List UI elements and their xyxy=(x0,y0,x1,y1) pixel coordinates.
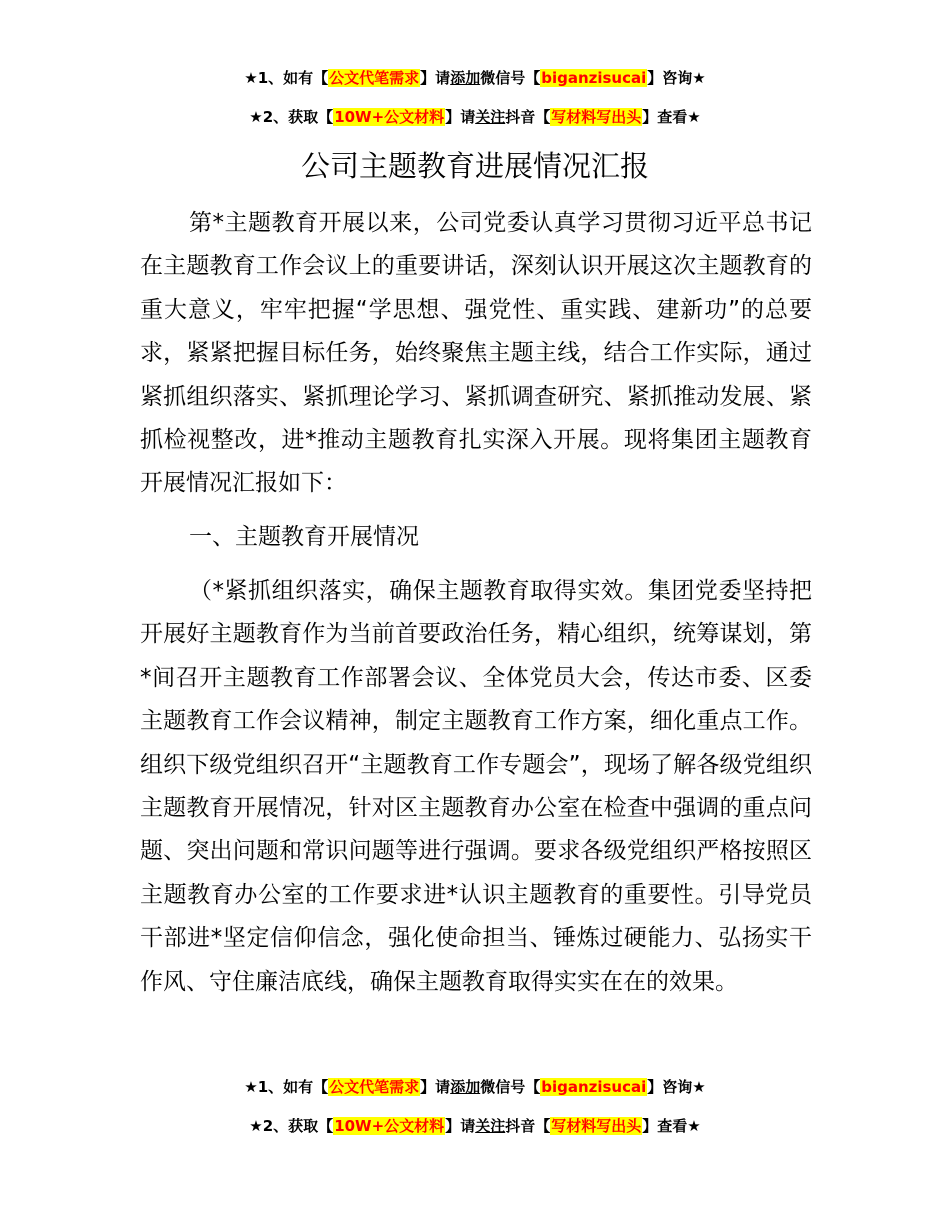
materials-highlight: 10W+公文材料 xyxy=(334,1117,445,1135)
intro-paragraph: 第*主题教育开展以来，公司党委认真学习贯彻习近平总书记在主题教育工作会议上的重要讲话，深刻认识开展这次主题教育的重大意义，牢牢把握“学思想、强党性、重实践、建新功”的总要求，紧紧把握目标任务，始终聚焦主题主线，结合工作实际，通过紧抓组织落实、紧抓理论学习、紧抓调查研究、紧抓推动发展、紧抓检视整改，进*推动主题教育扎实深入开展。现将集团主题教育开展情况汇报如下： xyxy=(140,210,812,497)
bottom-banner-line-1 xyxy=(0,1076,950,1098)
bottom-banner-line-2 xyxy=(0,1115,950,1137)
wechat-id-highlight: biganzisucai xyxy=(541,1078,647,1096)
add-underlined-text: 添加 xyxy=(450,69,481,87)
banner-text: 】查看★ xyxy=(642,1117,701,1135)
add-underlined-text: 添加 xyxy=(450,1078,481,1096)
section-heading-1: 一、主题教育开展情况 xyxy=(189,524,419,550)
banner-text: 】请 xyxy=(420,69,451,87)
banner-text: 】请 xyxy=(445,1117,476,1135)
banner-text: ★2、获取【 xyxy=(249,108,334,126)
banner-text: 】请 xyxy=(420,1078,451,1096)
section-1-paragraph: （*紧抓组织落实，确保主题教育取得实效。集团党委坚持把开展好主题教育作为当前首要政治任务，精心组织，统筹谋划，第*间召开主题教育工作部署会议、全体党员大会，传达市委、区委主题教育工作会议精神，制定主题教育工作方案，细化重点工作。组织下级党组织召开“主题教育工作专题会”，现场了解各级党组织主题教育开展情况，针对区主题教育办公室在检查中强调的重点问题、突出问题和常识问题等进行强调。要求各级党组织严格按照区主题教育办公室的工作要求进*认识主题教育的重要性。引导党员干部进*坚定信仰信念，强化使命担当、锤炼过硬能力、弘扬实干作风、守住廉洁底线，确保主题教育取得实实在在的效果。 xyxy=(140,578,812,995)
douyin-account-highlight: 写材料写出头 xyxy=(551,1117,642,1135)
ghostwriting-highlight: 公文代笔需求 xyxy=(329,1078,420,1096)
douyin-account-highlight: 写材料写出头 xyxy=(551,108,642,126)
top-banner-line-2 xyxy=(0,106,950,128)
follow-underlined-text: 关注 xyxy=(475,108,506,126)
ghostwriting-highlight: 公文代笔需求 xyxy=(329,69,420,87)
wechat-id-highlight: biganzisucai xyxy=(541,69,647,87)
banner-text: 微信号【 xyxy=(480,69,541,87)
banner-text: ★1、如有【 xyxy=(244,1078,329,1096)
document-title: 公司主题教育进展情况汇报 xyxy=(300,149,649,183)
banner-text: 抖音【 xyxy=(505,108,551,126)
banner-text: 】查看★ xyxy=(642,108,701,126)
banner-text: 微信号【 xyxy=(480,1078,541,1096)
banner-text: 抖音【 xyxy=(505,1117,551,1135)
banner-text: ★2、获取【 xyxy=(249,1117,334,1135)
banner-text: 】请 xyxy=(445,108,476,126)
materials-highlight: 10W+公文材料 xyxy=(334,108,445,126)
banner-text: ★1、如有【 xyxy=(244,69,329,87)
follow-underlined-text: 关注 xyxy=(475,1117,506,1135)
banner-text: 】咨询★ xyxy=(647,69,706,87)
banner-text: 】咨询★ xyxy=(647,1078,706,1096)
top-banner-line-1 xyxy=(0,67,950,89)
